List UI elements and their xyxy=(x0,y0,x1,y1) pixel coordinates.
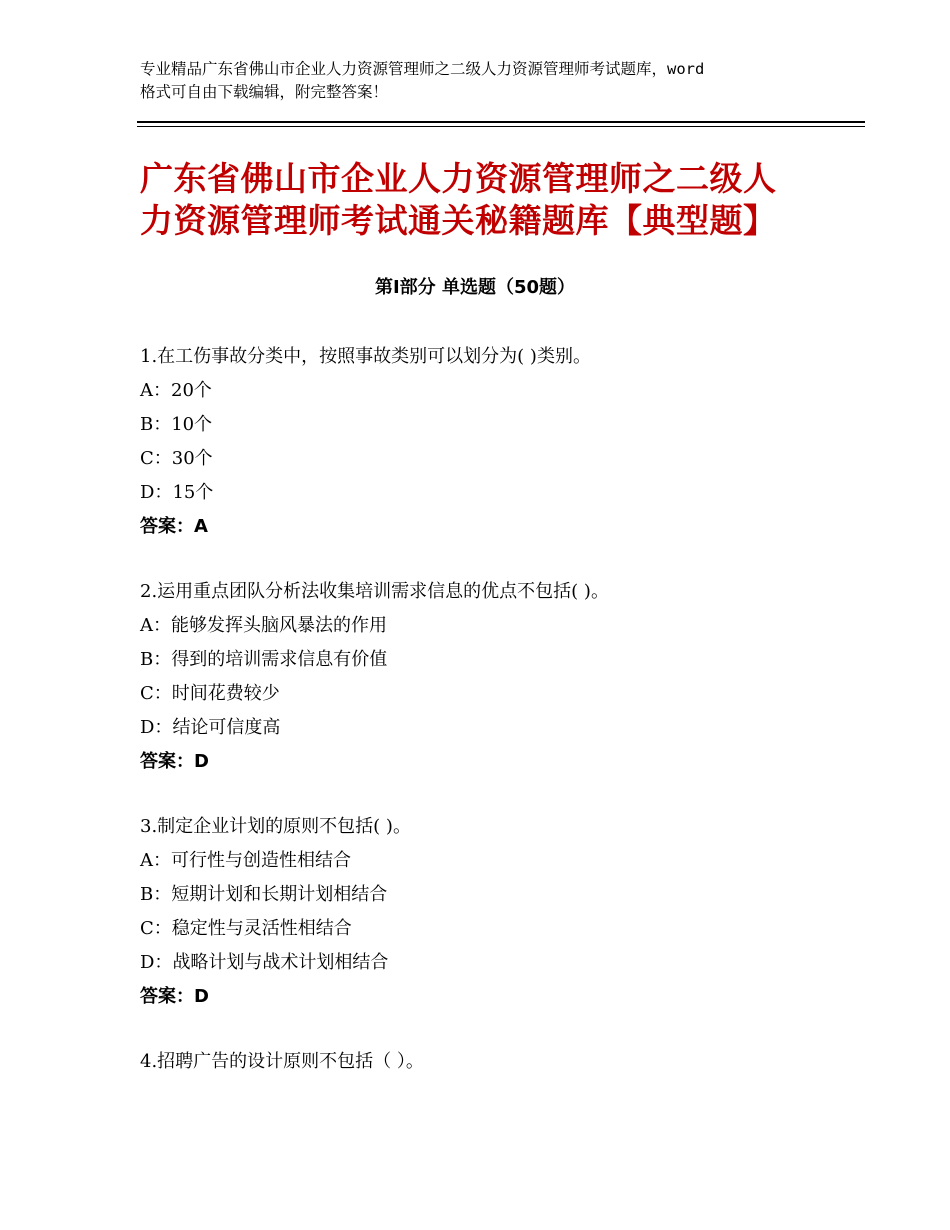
option-key: B： xyxy=(140,649,172,670)
answer-line: 答案：D xyxy=(140,751,209,772)
header-note xyxy=(140,58,830,104)
question-stem: 2.运用重点团队分析法收集培训需求信息的优点不包括( )。 xyxy=(140,581,609,602)
question-item xyxy=(140,1045,860,1079)
question-stem: 3.制定企业计划的原则不包括( )。 xyxy=(140,816,411,837)
option-c xyxy=(140,442,860,476)
option-key: C： xyxy=(140,683,172,704)
option-key: C： xyxy=(140,918,172,939)
option-c xyxy=(140,677,860,711)
option-text: 时间花费较少 xyxy=(171,683,280,704)
document-title-line-1: 广东省佛山市企业人力资源管理师之二级人 xyxy=(140,159,777,198)
option-a xyxy=(140,844,860,878)
header-note-line-1: 专业精品广东省佛山市企业人力资源管理师之二级人力资源管理师考试题库，word xyxy=(140,60,705,78)
option-text: 能够发挥头脑风暴法的作用 xyxy=(171,615,387,636)
option-text: 可行性与创造性相结合 xyxy=(171,850,351,871)
option-key: B： xyxy=(140,884,172,905)
option-text: 战略计划与战术计划相结合 xyxy=(172,952,389,973)
question-item xyxy=(140,810,860,1014)
header-divider-thin xyxy=(137,126,865,127)
option-text: 得到的培训需求信息有价值 xyxy=(171,649,388,670)
option-text: 短期计划和长期计划相结合 xyxy=(171,884,388,905)
option-text: 结论可信度高 xyxy=(172,717,281,738)
option-a xyxy=(140,609,860,643)
option-c xyxy=(140,912,860,946)
question-item xyxy=(140,340,860,544)
option-d xyxy=(140,946,860,980)
option-key: A： xyxy=(140,380,171,401)
question-item xyxy=(140,575,860,779)
document-title xyxy=(140,158,830,242)
answer-line: 答案：A xyxy=(140,516,208,537)
option-text: 10个 xyxy=(171,414,213,435)
option-key: A： xyxy=(140,850,171,871)
option-text: 15个 xyxy=(172,482,214,503)
option-b xyxy=(140,643,860,677)
option-b xyxy=(140,878,860,912)
document-title-line-2: 力资源管理师考试通关秘籍题库【典型题】 xyxy=(140,201,777,240)
question-stem: 4.招聘广告的设计原则不包括（ ）。 xyxy=(140,1051,424,1072)
header-note-line-2: 格式可自由下载编辑，附完整答案！ xyxy=(140,83,389,101)
header-divider-thick xyxy=(137,121,865,123)
option-key: D： xyxy=(140,717,173,738)
option-d xyxy=(140,711,860,745)
answer-line: 答案：D xyxy=(140,986,209,1007)
option-text: 稳定性与灵活性相结合 xyxy=(171,918,352,939)
option-text: 20个 xyxy=(171,380,212,401)
question-list xyxy=(140,340,860,1110)
option-a xyxy=(140,374,860,408)
option-key: D： xyxy=(140,952,173,973)
option-key: D： xyxy=(140,482,173,503)
option-d xyxy=(140,476,860,510)
option-key: A： xyxy=(140,615,171,636)
question-stem: 1.在工伤事故分类中，按照事故类别可以划分为( )类别。 xyxy=(140,346,591,367)
option-key: B： xyxy=(140,414,172,435)
section-heading: 第Ⅰ部分 单选题（50题） xyxy=(374,277,575,298)
option-b xyxy=(140,408,860,442)
option-key: C： xyxy=(140,448,172,469)
option-text: 30个 xyxy=(171,448,213,469)
